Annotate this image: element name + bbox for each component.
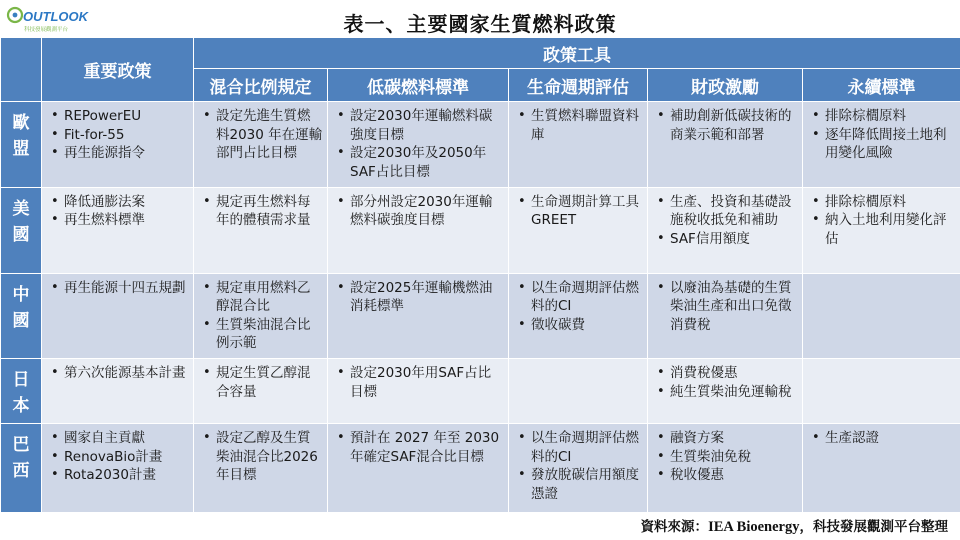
cell-sustain bbox=[803, 102, 960, 188]
list-item: • 納入土地利用變化評估 bbox=[825, 211, 956, 248]
table-row-jp bbox=[1, 359, 960, 424]
cell-fiscal bbox=[648, 424, 803, 513]
source-label: 資料來源： bbox=[640, 519, 709, 535]
list-item: • 純生質柴油免運輸稅 bbox=[670, 383, 798, 402]
header-tools-group: 政策工具 bbox=[194, 38, 960, 69]
list-item: • 第六次能源基本計畫 bbox=[64, 364, 189, 383]
cell-sustain bbox=[803, 424, 960, 513]
list-item: • 排除棕櫚原料 bbox=[825, 107, 956, 126]
header-tool-sustain: 永續標準 bbox=[803, 69, 960, 102]
list-item: • 以生命週期評估燃料的CI bbox=[531, 279, 643, 316]
list-item: • 設定乙醇及生質柴油混合比2026年目標 bbox=[216, 429, 323, 485]
list-item: • 生質燃料聯盟資料庫 bbox=[531, 107, 643, 144]
policy-table bbox=[0, 37, 960, 513]
list-item: • 設定2030年用SAF占比目標 bbox=[350, 364, 504, 401]
cell-lcfs bbox=[328, 102, 509, 188]
source-suffix: ，科技發展觀測平台整理 bbox=[799, 519, 948, 535]
cell-lca bbox=[509, 359, 648, 424]
list-item: • 逐年降低間接土地利用變化風險 bbox=[825, 126, 956, 163]
source-org: IEA Bioenergy bbox=[708, 519, 800, 535]
list-item: • 補助創新低碳技術的商業示範和部署 bbox=[670, 107, 798, 144]
list-item: • 設定2030年及2050年SAF占比目標 bbox=[350, 144, 504, 181]
country-label: 美 國 bbox=[1, 187, 42, 273]
list-item: • 部分州設定2030年運輸燃料碳強度目標 bbox=[350, 193, 504, 230]
list-item: • 以廢油為基礎的生質柴油生產和出口免徵消費稅 bbox=[670, 279, 798, 335]
table-row-us bbox=[1, 187, 960, 273]
list-item: • 再生能源指令 bbox=[64, 144, 189, 163]
list-item: • 再生燃料標準 bbox=[64, 211, 189, 230]
header-corner bbox=[1, 38, 42, 102]
list-item: • 生質柴油免稅 bbox=[670, 448, 798, 467]
table-row-eu bbox=[1, 102, 960, 188]
list-item: • 規定生質乙醇混合容量 bbox=[216, 364, 323, 401]
source-note bbox=[641, 515, 948, 536]
cell-lca bbox=[509, 102, 648, 188]
cell-sustain bbox=[803, 359, 960, 424]
cell-blend bbox=[194, 102, 328, 188]
svg-text:科技發展觀測平台: 科技發展觀測平台 bbox=[24, 27, 69, 33]
country-label: 中 國 bbox=[1, 273, 42, 359]
header-main-policy: 重要政策 bbox=[42, 38, 194, 102]
list-item: • 生質柴油混合比例示範 bbox=[216, 316, 323, 353]
list-item: • 設定2025年運輸機燃油消耗標準 bbox=[350, 279, 504, 316]
table-row-cn bbox=[1, 273, 960, 359]
cell-fiscal bbox=[648, 273, 803, 359]
cell-lcfs bbox=[328, 187, 509, 273]
cell-lca bbox=[509, 187, 648, 273]
cell-lca bbox=[509, 424, 648, 513]
list-item: • 徵收碳費 bbox=[531, 316, 643, 335]
cell-policy bbox=[42, 102, 194, 188]
cell-sustain bbox=[803, 273, 960, 359]
list-item: • 降低通膨法案 bbox=[64, 193, 189, 212]
list-item: • Rota2030計畫 bbox=[64, 466, 189, 485]
cell-lca bbox=[509, 273, 648, 359]
header-row-group bbox=[1, 38, 960, 69]
list-item: • SAF信用額度 bbox=[670, 230, 798, 249]
country-label: 歐 盟 bbox=[1, 102, 42, 188]
list-item: • REPowerEU bbox=[64, 107, 189, 126]
cell-fiscal bbox=[648, 187, 803, 273]
list-item: • 稅收優惠 bbox=[670, 466, 798, 485]
header-tool-lca: 生命週期評估 bbox=[509, 69, 648, 102]
country-label: 日 本 bbox=[1, 359, 42, 424]
cell-fiscal bbox=[648, 359, 803, 424]
country-label: 巴 西 bbox=[1, 424, 42, 513]
list-item: • RenovaBio計畫 bbox=[64, 448, 189, 467]
cell-blend bbox=[194, 424, 328, 513]
cell-sustain bbox=[803, 187, 960, 273]
list-item: • 生產、投資和基礎設施稅收抵免和補助 bbox=[670, 193, 798, 230]
cell-policy bbox=[42, 424, 194, 513]
list-item: • 排除棕櫚原料 bbox=[825, 193, 956, 212]
list-item: • 再生能源十四五規劃 bbox=[64, 279, 189, 298]
cell-fiscal bbox=[648, 102, 803, 188]
cell-lcfs bbox=[328, 359, 509, 424]
cell-blend bbox=[194, 273, 328, 359]
list-item: • Fit-for-55 bbox=[64, 126, 189, 145]
list-item: • 規定再生燃料每年的體積需求量 bbox=[216, 193, 323, 230]
list-item: • 生命週期計算工具GREET bbox=[531, 193, 643, 230]
cell-policy bbox=[42, 187, 194, 273]
list-item: • 融資方案 bbox=[670, 429, 798, 448]
list-item: • 預計在 2027 年至 2030 年確定SAF混合比目標 bbox=[350, 429, 504, 466]
cell-policy bbox=[42, 359, 194, 424]
list-item: • 以生命週期評估燃料的CI bbox=[531, 429, 643, 466]
cell-blend bbox=[194, 359, 328, 424]
list-item: • 消費稅優惠 bbox=[670, 364, 798, 383]
header-tool-fiscal: 財政激勵 bbox=[648, 69, 803, 102]
list-item: • 設定先進生質燃料2030 年在運輸部門占比目標 bbox=[216, 107, 323, 163]
cell-policy bbox=[42, 273, 194, 359]
list-item: • 規定車用燃料乙醇混合比 bbox=[216, 279, 323, 316]
cell-lcfs bbox=[328, 424, 509, 513]
list-item: • 生產認證 bbox=[825, 429, 956, 448]
table-row-br bbox=[1, 424, 960, 513]
cell-blend bbox=[194, 187, 328, 273]
list-item: • 設定2030年運輸燃料碳強度目標 bbox=[350, 107, 504, 144]
cell-lcfs bbox=[328, 273, 509, 359]
header-tool-lcfs: 低碳燃料標準 bbox=[328, 69, 509, 102]
list-item: • 國家自主貢獻 bbox=[64, 429, 189, 448]
svg-text:OUTLOOK: OUTLOOK bbox=[23, 9, 88, 24]
page-title: 表一、主要國家生質燃料政策 bbox=[343, 12, 617, 36]
list-item: • 發放脫碳信用額度憑證 bbox=[531, 466, 643, 503]
header-tool-blend: 混合比例規定 bbox=[194, 69, 328, 102]
